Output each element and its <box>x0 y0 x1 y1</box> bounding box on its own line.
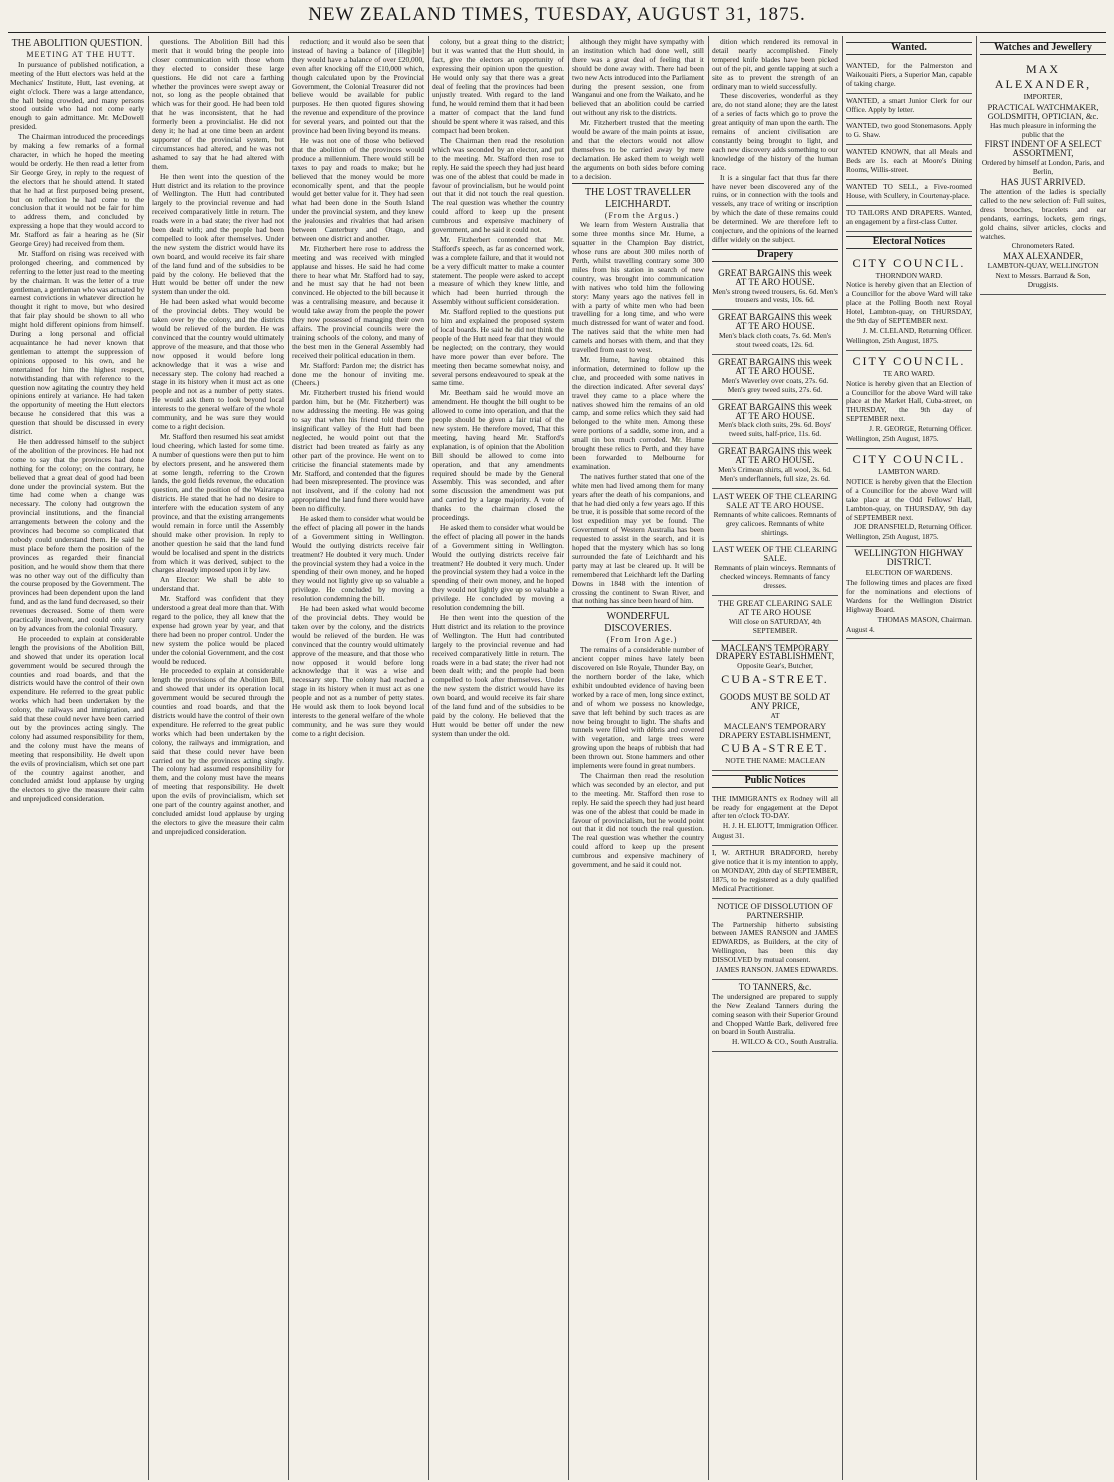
ad-heading: THE GREAT CLEARING SALE AT TE ARO HOUSE <box>717 597 833 617</box>
notice-immigrants <box>712 792 838 847</box>
ad-heading: MACLEAN'S TEMPORARY DRAPERY ESTABLISHMENT, <box>715 642 835 662</box>
ad-heading: GREAT BARGAINS this week AT TE ARO HOUSE. <box>718 446 832 466</box>
section-heading-public-notices: Public Notices <box>712 775 838 788</box>
ad-line: HAS JUST ARRIVED. <box>1000 177 1086 188</box>
ad-body: Men's strong tweed trousers, 6s. 6d. Men's trousers and vests, 10s. 6d. <box>712 286 838 305</box>
section-heading-drapery: Drapery <box>712 249 838 262</box>
ad-line: Chronometers Rated. <box>1011 241 1075 251</box>
paragraph: The Chairman then read the resolution which was seconded by an elector, and put to the meeting. Mr. Stafford then rose to reply. He said the speech they had just heard was one of the ablest that could be made in favour of provincialism, but he would point out that it did not touch the real question. The real question was whether the country could afford to keep up the present cumbrous and expensive machinery of government, and he said it could not. <box>572 770 704 870</box>
column-rule <box>842 36 843 1480</box>
notice-date: Wellington, 25th August, 1875. <box>846 532 939 542</box>
notice-body: NOTICE is hereby given that the Election of a Councillor for the above Ward will take place at the Odd Fellows' Hall, Lambton-quay, on THURSDAY, 9th day of SEPTEMBER next. <box>846 476 972 522</box>
ad-maclean <box>712 641 838 771</box>
ad-line: CUBA-STREET. <box>721 740 829 755</box>
notice-body: I, W. ARTHUR BRADFORD, hereby give notice that it is my intention to apply, on MONDAY, 20th day of SEPTEMBER, 1875, to be registered as a duly qualified Medical Practitioner. <box>712 848 838 893</box>
ad-heading: GREAT BARGAINS this week AT TE ARO HOUSE. <box>718 312 832 332</box>
paragraph: He then addressed himself to the subject of the abolition of the provinces. He had not come to say that the provinces had done nothing for the colony; on the contrary, he believed that a great deal of good had been done under the provincial system. But the time had come when a change was necessary. The colony had outgrown the provincial institutions, and the financial arrangements between the colony and the provinces had become so complicated that nobody could understand them. He said he must place before them the position of the provinces as regarded their financial position, and he would show them that there was no other way out of the difficulty than the course proposed by the Government. The provinces had been dependent upon the land fund, and as the land fund decreased, so their revenues decreased. Some of them were practically insolvent, and could only carry on by advances from the colonial Treasury. <box>10 436 144 633</box>
ad-body: Will close on SATURDAY, 4th SEPTEMBER. <box>729 616 821 635</box>
paragraph: Mr. Stafford then resumed his seat amidst loud cheering, which lasted for some time. A number of questions were then put to him by electors present, and he answered them at some length, referring to the Crown lands, the gold fields revenue, the education question, and the position of the Wairarapa districts. He stated that he had no desire to interfere with the education system of any province, and that the existing arrangements would remain in force until the Assembly should make other provision. In reply to another question he said that the land fund would be localised and spent in the districts from which it was derived, subject to the charges already imposed upon it by law. <box>152 431 284 575</box>
notice-body: The undersigned are prepared to supply the New Zealand Tanners during the coming season with their Superior Ground and Chopped Wattle Bark, delivered free on board in South Australia. <box>712 991 838 1037</box>
notice-heading: CITY COUNCIL. <box>852 452 966 466</box>
paragraph: reduction; and it would also be seen that instead of having a balance of [illegible] they would have a balance of over £20,000, even after knocking off the £10,000 which, though calculated upon by the Provincial Government, the Colonial Treasurer did not believe would be available for public purposes. He then quoted figures showing the revenue and expenditure of the province for several years, and pointed out that the province had been living beyond its means. <box>292 38 424 136</box>
ad-body: Remnants of plain winceys. Remnants of checked winceys. Remnants of fancy dresses. <box>714 563 836 591</box>
paragraph: The Chairman then read the resolution which was seconded by an elector, and put to the meeting. Mr. Stafford then rose to reply. He said the speech they had just heard was one of the ablest that could be made in favour of provincialism, but he would point out that it did not touch the real question. The real question was whether the country could afford to keep up the present cumbrous and expensive machinery of government, and he said it could not. <box>432 135 564 235</box>
ad-line: Ordered by himself at London, Paris, and Berlin, <box>981 158 1105 177</box>
paragraph: colony, but a great thing to the district; but it was wanted that the Hutt should, in fact, give the electors an opportunity of expressing their opinion upon the question. He would only say that there was a great deal of feeling that the provinces had been unjustly treated. With regard to the land fund, he would remind them that it had been a matter of compact that the land fund should be spent where it was raised, and this compact had been broken. <box>432 38 564 136</box>
paragraph: Mr. Fitzherbert trusted that the meeting would be aware of the main points at issue, and that the electors would not allow themselves to be carried away by mere declamation. He asked them to weigh well the arguments on both sides before coming to a decision. <box>572 118 704 181</box>
article-title: THE LOST TRAVELLER LEICHHARDT. <box>572 183 704 211</box>
notice-ward: TE ARO WARD. <box>883 368 935 378</box>
ad-line: GOODS MUST BE SOLD AT ANY PRICE, <box>719 692 831 712</box>
notice-bradford <box>712 846 838 899</box>
notice-heading: CITY COUNCIL. <box>852 255 966 270</box>
paragraph: He proceeded to explain at considerable length the provisions of the Abolition Bill, and showed that under its operation local government would be secured through the counties and road boards, and that the districts would have the control of their own expenditure. He referred to the great public works which had been undertaken by the colony, the railways and immigration, and said that these could never have been carried out by the provinces acting singly. The colony had assumed responsibility for them, and the colony must have the means of meeting that responsibility. He dwelt upon the evils of provincialism, which set one part of the country against another, and concluded amidst loud applause by urging the electors to give the measure their calm and unprejudiced consideration. <box>152 666 284 836</box>
ad-max-alexander <box>980 59 1106 295</box>
notice-tanners <box>712 980 838 1052</box>
ad-wanted <box>846 180 972 206</box>
ad-wanted <box>846 145 972 180</box>
paragraph: An Elector: We shall be able to understand that. <box>152 575 284 594</box>
section-heading-electoral: Electoral Notices <box>846 236 972 249</box>
masthead: NEW ZEALAND TIMES, TUESDAY, AUGUST 31, 1875. <box>308 4 806 25</box>
notice-signature: THOMAS MASON, Chairman. <box>877 614 972 624</box>
notice-body: Notice is hereby given that an Election of a Councillor for the above Ward will take place at the Market Hall, Cuba-street, on THURSDAY, the 9th day of SEPTEMBER next. <box>846 378 972 424</box>
column-8 <box>980 38 1106 1478</box>
ad-line: MAX ALEXANDER, <box>1003 251 1083 262</box>
ad-heading: LAST WEEK OF THE CLEARING SALE. <box>712 544 838 564</box>
ad-body: The attention of the ladies is specially called to the new selection of: Full suites, dress brooches, bracelets and ear pendants, earrings, lockets, gem rings, gold chains, silver articles, clocks and watches. <box>980 186 1106 241</box>
notice-heading: CITY COUNCIL. <box>852 353 966 368</box>
paragraph: He asked them to consider what would be the effect of placing all power in the hands of a Government sitting in Wellington. Would the outlying districts receive fair treatment? He doubted it very much. Under the provincial system they had a voice in the spending of their own money, and he hoped they would not lightly give up so valuable a privilege. He concluded by moving a resolution condemning the bill. <box>292 514 424 604</box>
ad-wanted <box>846 94 972 120</box>
notice-signature: J. R. GEORGE, Returning Officer. <box>869 424 972 434</box>
paragraph: He then went into the question of the Hutt district and its relation to the province of Wellington. The Hutt had contributed largely to the provincial revenue and had received comparatively little in return. The roads were in a bad state; the river had not been dealt with; and the people had been compelled to look after themselves. Under the new system the district would have its own board, and would receive its fair share of the land fund and of the subsidies to be paid by the colony. He believed that the Hutt would be better off under the new system than under the old. <box>432 613 564 738</box>
paragraph: Mr. Hume, having obtained this information, determined to follow up the clue, and proceeded with some natives in the direction indicated. After several days' travel they came to a place where the natives showed him the remains of an old camp, and some relics which they said had belonged to the white men. Among these were portions of a saddle, some iron, and a small tin box much corroded. Mr. Hume brought these relics to Perth, and they have been forwarded to Melbourne for examination. <box>572 355 704 471</box>
paragraph: Mr. Fitzherbert trusted his friend would pardon him, but he (Mr. Fitzherbert) was now addressing the meeting. He was going to say that when his friend told them the insignificant valley of the Hutt had been neglected, he would point out that the district had been treated as fairly as any other part of the province. He went on to criticise the financial statements made by Mr. Stafford, and contended that the figures had been misrepresented. The province was not insolvent, and if the colony had not appropriated the land fund there would have been no difficulty. <box>292 388 424 514</box>
notice-ward: LAMBTON WARD. <box>878 467 940 476</box>
column-7 <box>846 38 972 1478</box>
column-3 <box>292 38 424 1478</box>
paragraph: Mr. Fitzherbert here rose to address the meeting and was received with mingled applause and hisses. He said he had come there to hear what Mr. Stafford had to say, and he must say that he had not been convinced. He objected to the bill because it was a centralising measure, and because it would take away from the people the power they now possessed of managing their own affairs. The provincial councils were the training schools of the colony, and many of the best men in the General Assembly had received their political education in them. <box>292 243 424 360</box>
paragraph: In pursuance of published notification, a meeting of the Hutt electors was held at the Mechanics' Institute, Hutt, last evening, at eight o'clock. There was a large attendance, the hall being crowded, and many persons stood outside who had not come early enough to gain admittance. Mr. McDowell presided. <box>10 59 144 132</box>
column-4 <box>432 38 564 1478</box>
notice-body: The Partnership hitherto subsisting between JAMES RANSON and JAMES EDWARDS, as Builders, at the city of Wellington, has been this day DISSOLVED by mutual consent. <box>712 919 838 965</box>
notice-body: The following times and places are fixed for the nominations and elections of Wardens for the Wellington District Highway Board. <box>846 577 972 614</box>
ad-te-aro-house <box>712 400 838 445</box>
ad-wanted <box>846 206 972 232</box>
ad-line: PRACTICAL WATCHMAKER, GOLDSMITH, OPTICIAN, &c. <box>987 101 1099 121</box>
notice-signature: H. J. H. ELIOTT, Immigration Officer. <box>722 821 838 831</box>
paragraph: He then went into the question of the Hutt district and its relation to the province of Wellington. The Hutt had contributed largely to the provincial revenue and had received comparatively little in return. The roads were in a bad state; the river had not been dealt with; and the people had been compelled to look after themselves. Under the new system the district would have its own board, and would receive its fair share of the land fund and of the subsidies to be paid by the colony. He believed that the Hutt would be better off under the new system than under the old. <box>152 171 284 297</box>
article-title: WONDERFUL DISCOVERIES. <box>572 607 704 635</box>
ad-line: NOTE THE NAME: MACLEAN <box>725 755 825 765</box>
paragraph: It is a singular fact that thus far there have never been discovered any of the ruins, or in connection with the tools and vessels, any trace of writing or inscription by which the date of these remains could be determined. We are therefore left to conjecture, and the opinions of the learned differ widely on the subject. <box>712 172 838 244</box>
ad-body: WANTED TO SELL, a Five-roomed House, with Scullery, in Courtenay-place. <box>846 181 972 200</box>
ad-line: CUBA-STREET. <box>721 672 829 687</box>
paragraph: Mr. Stafford replied to the questions put to him and explained the proposed system of local boards. He said he did not think the people of the Hutt need fear that they would be neglected; on the contrary, they would have more power than ever before. The meeting then became somewhat noisy, and several persons endeavoured to speak at the same time. <box>432 307 564 388</box>
ad-body: WANTED, for the Palmerston and Waikouaiti Piers, a Superior Man, capable of taking charge. <box>846 60 972 88</box>
paragraph: Mr. Stafford on rising was received with prolonged cheering, and commenced by referring to the letter just read to the meeting by the chairman. It was the letter of a true gentleman, a gentleman who was actuated by earnest convictions in whatever direction he thought it right to move, but who desired that fair play should be shown to all who might hold different opinions from himself. During a long personal and official acquaintance he had never known that gentleman to attempt the suppression of opinions opposed to his own, and he entertained for him the highest respect, notwithstanding that with reference to the question now agitating the country they held opinions entirely at variance. He had taken the opportunity of meeting the Hutt electors because he considered that this was a question that should be discussed in every district. <box>10 248 144 437</box>
ad-heading: GREAT BARGAINS this week AT TE ARO HOUSE. <box>718 401 832 421</box>
paragraph: Mr. Stafford was confident that they understood a great deal more than that. With regard to the police, they all knew that the expense had grown year by year, and that there had been no proper control. Under the new system the police would be placed under the colonial Government, and the cost would be reduced. <box>152 594 284 666</box>
ad-wanted <box>846 119 972 145</box>
paragraph: He had been asked what would become of the provincial debts. They would be taken over by the colony, and the districts would be relieved of the burden. He was convinced that the country would ultimately approve of the measure, and that those who now opposed it would before long acknowledge that it was a wise and necessary step. The colony had reached a stage in its history when it must act as one people and not as a number of petty states. He would ask them to look beyond local interests to the general welfare of the whole community, and he was sure they would come to a right decision. <box>292 604 424 738</box>
ad-body: WANTED KNOWN, that all Meals and Beds are 1s. each at Moore's Dining Rooms, Willis-street. <box>846 147 972 175</box>
paragraph: Mr. Stafford: Pardon me; the district has done me the honour of inviting me. (Cheers.) <box>292 360 424 388</box>
paragraph: Mr. Fitzherbert contended that Mr. Stafford's speech, as far as concerned work, was a complete failure, and that it would not be a very difficult matter to make a counter statement. The people were asked to accept a measure of which they knew little, and which had been hurried through the Assembly without sufficient consideration. <box>432 234 564 307</box>
ad-te-aro-house <box>712 355 838 400</box>
notice-heading: TO TANNERS, &c. <box>738 981 812 992</box>
ad-heading: LAST WEEK OF THE CLEARING SALE AT TE ARO HOUSE. <box>712 490 838 510</box>
ad-te-aro-house <box>712 444 838 489</box>
ad-line: FIRST INDENT OF A SELECT ASSORTMENT, <box>984 139 1102 159</box>
ad-te-aro-house <box>712 310 838 355</box>
ad-body: TO TAILORS AND DRAPERS. Wanted, an engagement by a first-class Cutter. <box>846 207 972 226</box>
notice-heading: NOTICE OF DISSOLUTION OF PARTNERSHIP. <box>717 900 833 920</box>
ad-clearing-sale <box>712 489 838 543</box>
ad-clearing-sale <box>712 542 838 596</box>
paragraph: although they might have sympathy with an institution which had done well, still there was a great deal of feeling that it should be done away with. There had been two new Acts introduced into the Parliament during the present session, one from Wanganui and one from the Waikato, and he believed that an abolition could be carried out without any risk to the districts. <box>572 38 704 118</box>
ad-body: Men's black cloth suits, 29s. 6d. Boys' tweed suits, half-price, 11s. 6d. <box>718 420 832 439</box>
paragraph: He was not one of those who believed that the abolition of the provinces would produce a millennium. There would still be taxes to pay and roads to make; but he believed that the money would be more economically spent, and that the people would get better value for it. They had seen what had been done in the South Island under the provincial system, and they knew the jealousies and rivalries that had arisen between Canterbury and Otago, and between one district and another. <box>292 135 424 243</box>
ad-heading: GREAT BARGAINS this week AT TE ARO HOUSE. <box>718 267 832 287</box>
column-5 <box>572 38 704 1478</box>
ad-line: Next to Messrs. Barraud & Son, Druggists. <box>995 271 1091 290</box>
notice-city-council <box>846 351 972 449</box>
article-source: (From Iron Age.) <box>606 635 678 645</box>
notice-signature: JOE DRANSFIELD, Returning Officer. <box>853 522 972 532</box>
paragraph: Mr. Beetham said he would move an amendment. He thought the bill ought to be allowed to come into operation, and that the people should be given a fair trial of the new system. He therefore moved, That this meeting, having heard Mr. Stafford's explanation, is of opinion that the Abolition Bill should be allowed to come into operation, and that any amendments required should be made by the General Assembly. This was seconded, and after some discussion the amendment was put and carried by a large majority. A vote of thanks to the chairman closed the proceedings. <box>432 388 564 523</box>
section-heading-watches: Watches and Jewellery <box>980 42 1106 55</box>
paragraph: He asked them to consider what would be the effect of placing all power in the hands of a Government sitting in Wellington. Would the outlying districts receive fair treatment? He doubted it very much. Under the provincial system they had a voice in the spending of their own money, and he hoped they would not lightly give up so valuable a privilege. He concluded by moving a resolution condemning the bill. <box>432 522 564 613</box>
ad-clearing-sale <box>712 596 838 641</box>
notice-body: THE IMMIGRANTS ex Rodney will all be ready for engagement at the Depot after ten o'clock TO-DAY. <box>712 793 838 821</box>
ad-line: Has much pleasure in informing the public that the <box>989 120 1097 139</box>
column-1 <box>10 38 144 1478</box>
ad-line: MAX ALEXANDER, <box>994 61 1092 91</box>
paragraph: The remains of a considerable number of ancient copper mines have lately been discovered on Isle Royale, Thunder Bay, on the northern border of the lake, which exhibit undoubted evidence of having been worked by a race of men, long since extinct, and of whom we possess no knowledge, save that left behind by such traces as are now being brought to light. The shafts and tunnels were filled with débris and covered with vegetation, and large trees were growing upon the heaps of rubbish that had been thrown out. Stone hammers and other implements were found in great numbers. <box>572 645 704 771</box>
notice-body: Notice is hereby given that an Election of a Councillor for the above Ward will take place at the Polling Booth next Royal Hotel, Lambton-quay, on THURSDAY, the 9th day of SEPTEMBER next. <box>846 280 972 326</box>
paragraph: dition which rendered its removal in detail nearly accomplished. Finely tempered knife blades have been picked out of the pit, and gentle tapping at such a site as to prevent the strength of an ordinary man to wield successfully. <box>712 38 838 91</box>
ad-te-aro-house <box>712 266 838 311</box>
paragraph: The Chairman introduced the proceedings by making a few remarks of a formal character, in which he hoped the meeting would be orderly. He then read a letter from Sir George Grey, in reply to the request of the electors that he should attend. It stated that he had at first purposed being present, but on reflection he had come to the conclusion that it would not be fair for him to address them, and concluded by expressing a hope that they would accord to Mr. Stafford as fair a hearing as he (Sir George Grey) had received from them. <box>10 132 144 249</box>
notice-date: August 4. <box>846 624 875 634</box>
ad-body: Men's Crimean shirts, all wool, 3s. 6d. Men's underflannels, full size, 2s. 6d. <box>718 465 832 483</box>
notice-dissolution <box>712 899 838 980</box>
section-heading-wanted: Wanted. <box>846 42 972 55</box>
notice-signature: J. M. CLELAND, Returning Officer. <box>862 325 972 335</box>
notice-highway-district <box>846 547 972 639</box>
notice-heading: WELLINGTON HIGHWAY DISTRICT. <box>854 549 964 569</box>
notice-city-council <box>846 253 972 351</box>
notice-ward: THORNDON WARD. <box>875 270 943 280</box>
ad-body: Men's black cloth coats, 7s. 6d. Men's stout tweed coats, 12s. 6d. <box>718 331 832 350</box>
ad-line: MACLEAN'S TEMPORARY DRAPERY ESTABLISHMENT, <box>719 721 831 740</box>
article-source: (From the Argus.) <box>604 210 680 220</box>
column-rule <box>568 36 569 1480</box>
paragraph: He proceeded to explain at considerable length the provisions of the Abolition Bill, and showed that under its operation local government would be secured through the counties and road boards, and that the districts would have the control of their own expenditure. He referred to the great public works which had been undertaken by the colony, the railways and immigration, and said that these could never have been carried out by the provinces acting singly. The colony had assumed responsibility for them, and the colony must have the means of meeting that responsibility. He dwelt upon the evils of provincialism, which set one part of the country against another, and concluded amidst loud applause by urging the electors to give the measure their calm and unprejudiced consideration. <box>10 633 144 804</box>
paragraph: He had been asked what would become of the provincial debts. They would be taken over by the colony, and the districts would be relieved of the burden. He was convinced that the country would ultimately approve of the measure, and that those who now opposed it would before long acknowledge that it was a wise and necessary step. The colony had reached a stage in its history when it must act as one people and not as a number of petty states. He would ask them to look beyond local interests to the general welfare of the whole community, and he was sure they would come to a right decision. <box>152 297 284 431</box>
notice-date: August 31. <box>712 831 745 841</box>
ad-body: WANTED, a smart Junior Clerk for our Office. Apply by letter. <box>846 95 972 114</box>
column-2 <box>152 38 284 1478</box>
notice-city-council <box>846 449 972 547</box>
paragraph: The natives further stated that one of the white men had lived among them for many years after the death of his companions, and that he had died only a few years ago. If this be true, it is possible that some record of the lost expedition may yet be found. The Government of Western Australia has been requested to assist in the search, and it is hoped that the mystery which has so long surrounded the fate of Leichhardt and his party may at last be cleared up. It will be remembered that Leichhardt left the Darling Downs in 1848 with the intention of crossing the continent to Swan River, and that nothing has since been heard of him. <box>572 471 704 606</box>
ad-body: Men's Waverley over coats, 27s. 6d. Men's grey tweed suits, 27s. 6d. <box>721 375 829 394</box>
paragraph: questions. The Abolition Bill had this merit that it would bring the people into closer communication with those whom they elected to consider these large questions. He did not care a farthing whether the provinces were swept away or not, so long as the people obtained that which was for their good. He had been told that he was inconsistent, that he had formerly been a provincialist. He did not deny it; he had at one time been an ardent supporter of the provincial system, but circumstances had altered, and he was not ashamed to say that he had altered with them. <box>152 38 284 171</box>
column-rule <box>288 36 289 1480</box>
column-6 <box>712 38 838 1478</box>
ad-line: LAMBTON-QUAY, WELLINGTON <box>987 261 1099 271</box>
article-title: THE ABOLITION QUESTION. <box>11 38 143 49</box>
paragraph: These discoveries, wonderful as they are, do not stand alone; they are the latest of a series of facts which go to prove the great antiquity of man upon the earth. The remains of ancient civilisation are constantly being brought to light, and each new discovery adds something to our knowledge of the history of the human race. <box>712 91 838 172</box>
notice-date: Wellington, 25th August, 1875. <box>846 335 939 345</box>
column-rule <box>148 36 149 1480</box>
notice-signature: H. WILCO & CO., South Australia. <box>732 1037 838 1047</box>
notice-signature: JAMES RANSON. JAMES EDWARDS. <box>715 965 838 975</box>
paragraph: We learn from Western Australia that some three months since Mr. Hume, a squatter in the Champion Bay district, whose runs are about 300 miles north of Perth, whilst travelling contrary some 300 miles from his station in search of new country, was brought into communication with natives who told him the following story: Many years ago the natives fell in with a party of white men who had been travelling for a long time, and who were much distressed for want of water and food. The natives said that the white men had camels and horses with them, and that they travelled from east to west. <box>572 220 704 355</box>
ad-line: Opposite Gear's, Butcher, <box>737 661 813 671</box>
column-rule <box>976 36 977 1480</box>
notice-subheading: ELECTION OF WARDENS. <box>865 568 953 578</box>
notice-date: Wellington, 25th August, 1875. <box>846 434 939 444</box>
ad-line: IMPORTER, <box>1023 91 1063 101</box>
article-subtitle: MEETING AT THE HUTT. <box>26 50 136 59</box>
column-rule <box>708 36 709 1480</box>
ad-heading: GREAT BARGAINS this week AT TE ARO HOUSE. <box>718 357 832 376</box>
ad-line: AT <box>770 711 780 721</box>
column-rule <box>428 36 429 1480</box>
ad-body: Remnants of white calicoes. Remnants of grey calicoes. Remnants of white shirtings. <box>713 509 837 537</box>
top-rule <box>8 32 1106 33</box>
ad-wanted <box>846 59 972 94</box>
ad-body: WANTED, two good Stonemasons. Apply to G. Shaw. <box>846 121 972 140</box>
